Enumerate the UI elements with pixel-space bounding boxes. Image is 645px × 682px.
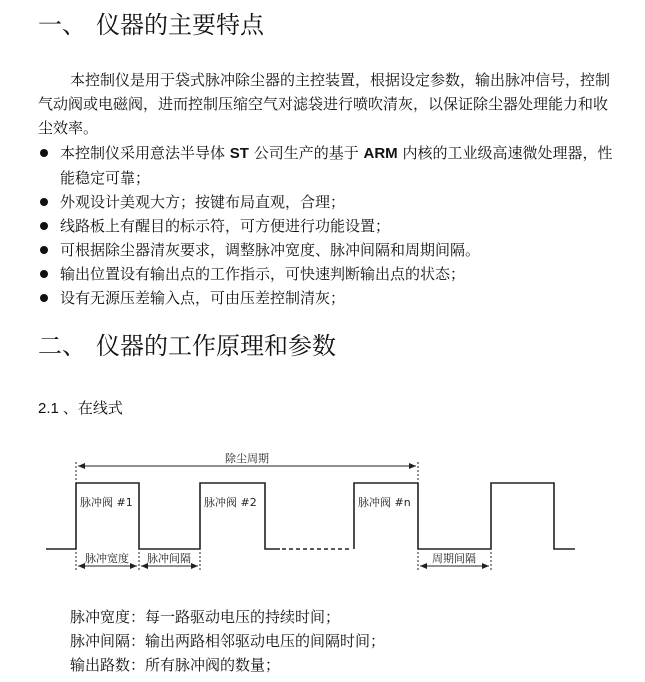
subsection-heading <box>38 397 123 418</box>
feature-text: 外观设计美观大方；按键布局直观，合理； <box>60 193 346 211</box>
pulse-label-2: 脉冲阀 #2 <box>204 496 257 509</box>
bullet-icon <box>40 246 48 254</box>
subsection-number: 2.1 <box>38 400 59 417</box>
definition-item: 脉冲宽度：每一路驱动电压的持续时间； <box>70 608 341 626</box>
feature-text: 本控制仪采用意法半导体 <box>60 144 230 162</box>
section1-title: 仪器的主要特点 <box>96 11 264 39</box>
bullet-icon <box>40 270 48 278</box>
feature-text: 公司生产的基于 <box>248 144 364 162</box>
period-label: 除尘周期 <box>225 452 269 465</box>
cycle-label: 周期间隔 <box>432 552 476 565</box>
feature-item <box>38 141 618 190</box>
brand-st: ST <box>229 145 249 162</box>
feature-item <box>38 262 618 286</box>
bullet-icon <box>40 149 48 157</box>
section1-number: 一、 <box>38 11 86 39</box>
feature-item <box>38 238 618 262</box>
section2-number: 二、 <box>38 332 86 360</box>
feature-text: 设有无源压差输入点，可由压差控制清灰； <box>60 289 346 307</box>
feature-item <box>38 190 618 214</box>
section2-heading <box>38 331 336 361</box>
intro-paragraph: 本控制仪是用于袋式脉冲除尘器的主控装置，根据设定参数，输出脉冲信号，控制气动阀或电磁阀，进而控制压缩空气对滤袋进行喷吹清灰，以保证除尘器处理能力和收尘效率。 <box>38 71 611 137</box>
waveform <box>46 483 575 549</box>
feature-item <box>38 286 618 310</box>
section2-title: 仪器的工作原理和参数 <box>96 332 336 360</box>
feature-list <box>38 141 618 310</box>
definition-item: 输出路数：所有脉冲阀的数量； <box>70 656 281 674</box>
pulse-timing-diagram <box>0 440 645 580</box>
pulse-label-n: 脉冲阀 #n <box>358 496 411 509</box>
feature-text: 可根据除尘器清灰要求，调整脉冲宽度、脉冲间隔和周期间隔。 <box>60 241 481 259</box>
section1-heading <box>38 10 264 40</box>
definition-item: 脉冲间隔：输出两路相邻驱动电压的间隔时间； <box>70 632 386 650</box>
subsection-title: 、在线式 <box>62 399 123 417</box>
pulse-label-1: 脉冲阀 #1 <box>80 496 133 509</box>
feature-text: 内核的工业级高速微处理器，性能稳定可靠； <box>60 144 613 187</box>
bullet-icon <box>40 222 48 230</box>
definitions <box>70 605 385 677</box>
feature-text: 输出位置设有输出点的工作指示，可快速判断输出点的状态； <box>60 265 466 283</box>
bullet-icon <box>40 294 48 302</box>
feature-item <box>38 214 618 238</box>
feature-text: 线路板上有醒目的标示符，可方便进行功能设置； <box>60 217 391 235</box>
interval-label: 脉冲间隔 <box>147 552 191 565</box>
bullet-icon <box>40 198 48 206</box>
width-label: 脉冲宽度 <box>85 552 129 565</box>
brand-arm: ARM <box>363 145 398 162</box>
